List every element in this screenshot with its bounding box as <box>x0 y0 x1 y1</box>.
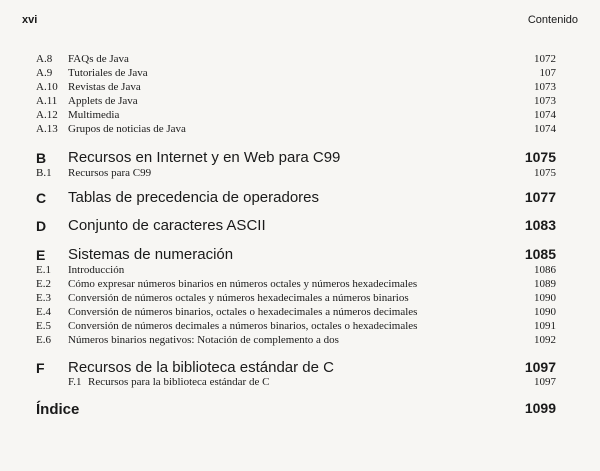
toc-entry <box>36 263 556 277</box>
section-title: Recursos en Internet y en Web para C99 <box>68 149 341 166</box>
toc-entry <box>36 277 556 291</box>
toc-entry <box>36 305 556 319</box>
section-title: Conjunto de caracteres ASCII <box>68 217 266 234</box>
toc-entry <box>36 66 556 80</box>
entry-page: 1090 <box>534 306 556 318</box>
section-letter: F <box>36 360 45 376</box>
section-letter: D <box>36 218 47 234</box>
entry-number: A.11 <box>36 95 58 107</box>
entry-page: 1086 <box>534 264 556 276</box>
entry-page: 1097 <box>534 376 556 388</box>
toc-entry <box>36 52 556 66</box>
entry-number: E.3 <box>36 292 51 304</box>
toc-entry <box>36 108 556 122</box>
toc-entry <box>36 333 556 347</box>
section-letter: B <box>36 150 47 166</box>
entry-page: 1092 <box>534 334 556 346</box>
entry-page: 1073 <box>534 95 556 107</box>
entry-title: Cómo expresar números binarios en números octales y números hexadecimales <box>68 278 418 290</box>
index-title: Índice <box>36 401 80 418</box>
section-title: Sistemas de numeración <box>68 246 234 263</box>
toc-entry <box>36 122 556 136</box>
entry-number: E.5 <box>36 320 51 332</box>
entry-title: Multimedia <box>68 109 120 121</box>
toc-entry <box>36 94 556 108</box>
entry-page: 1075 <box>534 167 556 179</box>
entry-title: Conversión de números decimales a números binarios, octales o hexadecimales <box>68 320 418 332</box>
toc-section-d <box>36 218 556 236</box>
entry-title: Grupos de noticias de Java <box>68 123 186 135</box>
entry-title: Tutoriales de Java <box>68 67 148 79</box>
entry-number: E.4 <box>36 306 51 318</box>
toc-entry <box>36 319 556 333</box>
entry-page: 1089 <box>534 278 556 290</box>
section-page: 1085 <box>524 246 556 262</box>
section-letter: E <box>36 247 46 263</box>
entry-page: 1074 <box>534 109 556 121</box>
entry-number: B.1 <box>36 167 52 179</box>
entry-page: 1091 <box>534 320 556 332</box>
entry-number: E.1 <box>36 264 51 276</box>
toc-entry <box>36 80 556 94</box>
entry-number: A.12 <box>36 109 58 121</box>
toc-entry <box>36 166 556 180</box>
entry-number: A.9 <box>36 67 53 79</box>
toc-index <box>36 401 556 419</box>
entry-number: F.1 <box>68 376 82 388</box>
entry-number: A.8 <box>36 53 53 65</box>
entry-title: Conversión de números octales y números hexadecimales a números binarios <box>68 292 409 304</box>
entry-page: 1073 <box>534 81 556 93</box>
entry-number: A.13 <box>36 123 58 135</box>
entry-page: 1072 <box>534 53 556 65</box>
entry-page: 1074 <box>534 123 556 135</box>
entry-number: A.10 <box>36 81 58 93</box>
section-title: Tablas de precedencia de operadores <box>68 189 320 206</box>
index-page: 1099 <box>524 400 556 416</box>
entry-title: Números binarios negativos: Notación de complemento a dos <box>68 334 339 346</box>
section-page: 1075 <box>524 149 556 165</box>
section-letter: C <box>36 190 47 206</box>
page-header <box>22 14 578 30</box>
section-page: 1083 <box>524 217 556 233</box>
toc-entry <box>36 291 556 305</box>
toc-entry <box>68 375 556 389</box>
entry-title: Introducción <box>68 264 125 276</box>
running-title: Contenido <box>527 14 578 26</box>
entry-number: E.6 <box>36 334 51 346</box>
entry-title: Applets de Java <box>68 95 138 107</box>
entry-title: Recursos para la biblioteca estándar de C <box>88 376 270 388</box>
entry-number: E.2 <box>36 278 51 290</box>
entry-page: 1090 <box>534 292 556 304</box>
entry-title: Recursos para C99 <box>68 167 152 179</box>
section-title: Recursos de la biblioteca estándar de C <box>68 359 334 376</box>
entry-page: 107 <box>539 67 556 79</box>
entry-title: FAQs de Java <box>68 53 129 65</box>
section-page: 1077 <box>524 189 556 205</box>
toc-section-c <box>36 190 556 208</box>
page-number: xvi <box>22 14 38 26</box>
section-page: 1097 <box>524 359 556 375</box>
entry-title: Revistas de Java <box>68 81 141 93</box>
entry-title: Conversión de números binarios, octales o hexadecimales a números decimales <box>68 306 418 318</box>
